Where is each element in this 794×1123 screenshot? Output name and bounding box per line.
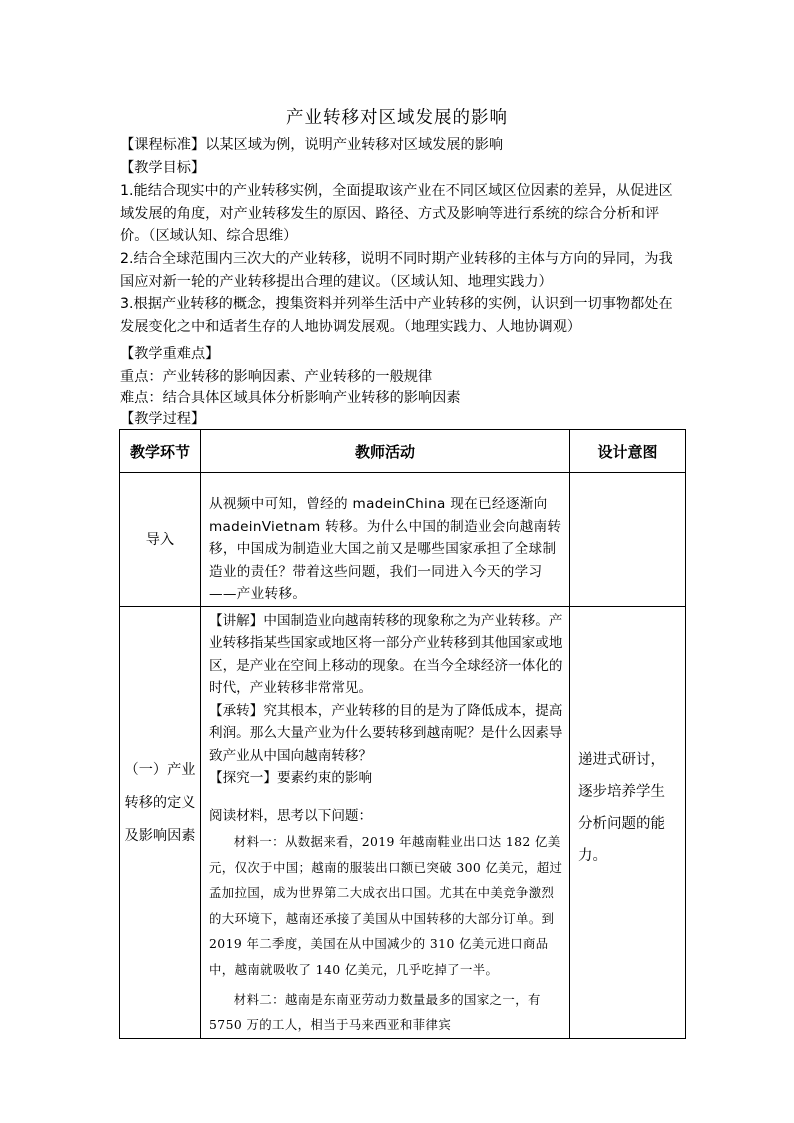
teaching-process-table [119, 429, 686, 1039]
material-1: 材料一：从数据来看，2019 年越南鞋业出口达 182 亿美元，仅次于中国；越南的服装出口额已突破 300 亿美元，超过孟加拉国，成为世界第二大成衣出口国。尤其在中美竞争激烈的大环境下，越南还承接了美国从中国转移的大部分订单。到 2019 年二季度，美国在从中国减少的 310 亿美元进口商品中，越南就吸收了 140 亿美元，几乎吃掉了一半。 [209, 834, 563, 977]
header-activity: 教师活动 [201, 430, 570, 473]
stage-intro: 导入 [120, 473, 201, 607]
read-prompt: 阅读材料，思考以下问题： [209, 807, 373, 824]
objective-2: 2.结合全球范围内三次大的产业转移，说明不同时期产业转移的主体与方向的异同，为我国应对新一轮的产业转移提出合理的建议。（区域认知、地理实践力） [120, 251, 673, 290]
header-stage: 教学环节 [120, 430, 201, 473]
intent-section-1: 递进式研讨，逐步培养学生分析问题的能力。 [570, 606, 686, 1038]
table-row-intro [120, 473, 686, 607]
objective-3: 3.根据产业转移的概念，搜集资料并列举生活中产业转移的实例，认识到一切事物都处在发展变化之中和适者生存的人地协调发展观。（地理实践力、人地协调观） [120, 296, 673, 335]
key-points-heading: 【教学重难点】 [120, 346, 220, 362]
difficult-point: 难点：结合具体区域具体分析影响产业转移的影响因素 [120, 390, 461, 406]
objective-1: 1.能结合现实中的产业转移实例，全面提取该产业在不同区域区位因素的差异，从促进区域发展的角度，对产业转移发生的原因、路径、方式及影响等进行系统的综合分析和评价。（区域认知、综合思维） [120, 183, 673, 244]
header-intent: 设计意图 [570, 430, 686, 473]
material-2: 材料二：越南是东南亚劳动力数量最多的国家之一，有 5750 万的工人，相当于马来西亚和菲律宾 [209, 991, 541, 1033]
objectives-heading: 【教学目标】 [120, 160, 206, 176]
key-point: 重点：产业转移的影响因素、产业转移的一般规律 [120, 369, 433, 385]
activity-explain: 【讲解】中国制造业向越南转移的现象称之为产业转移。产业转移指某些国家或地区将一部分产业转移到其他国家或地区，是产业在空间上移动的现象。在当今全球经济一体化的时代，产业转移非常常见。 [209, 612, 563, 696]
stage-section-1: （一）产业转移的定义及影响因素 [120, 606, 201, 1038]
activity-transition: 【承转】究其根本，产业转移的目的是为了降低成本，提高利润。那么大量产业为什么要转移到越南呢？是什么因素导致产业从中国向越南转移？ [209, 702, 563, 764]
activity-inquiry-1: 【探究一】要素约束的影响 [209, 770, 373, 786]
table-row-section-1 [120, 606, 686, 1038]
document-title: 产业转移对区域发展的影响 [286, 108, 508, 128]
activity-section-1 [201, 606, 570, 1038]
curriculum-standard: 【课程标准】以某区域为例，说明产业转移对区域发展的影响 [120, 137, 504, 153]
process-heading: 【教学过程】 [120, 411, 206, 427]
intent-intro [570, 473, 686, 607]
table-header-row [120, 430, 686, 473]
activity-intro: 从视频中可知，曾经的 madeinChina 现在已经逐渐向 madeinVietnam 转移。为什么中国的制造业会向越南转移，中国成为制造业大国之前又是哪些国家承担了全球制造业的责任？带着这些问题，我们一同进入今天的学习——产业转移。 [201, 473, 570, 607]
